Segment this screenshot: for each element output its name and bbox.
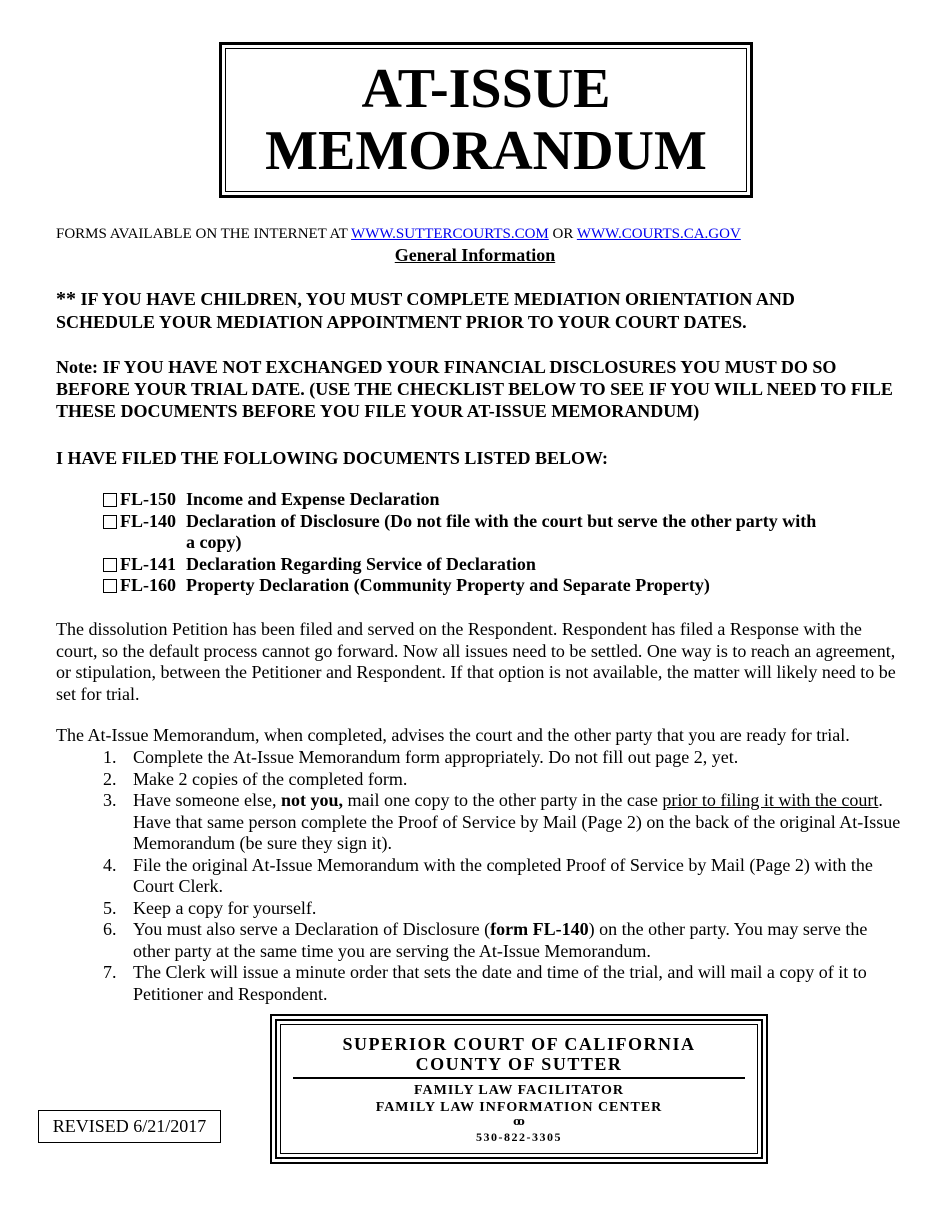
step-text bbox=[133, 790, 903, 855]
title-box bbox=[219, 42, 753, 198]
form-code: FL-160 bbox=[120, 575, 176, 595]
step-6-part-a: You must also serve a Declaration of Disclosure ( bbox=[133, 919, 491, 939]
step-text: File the original At-Issue Memorandum with the completed Proof of Service by Mail (Page 2) with the Court Clerk. bbox=[133, 854, 873, 896]
checkbox[interactable] bbox=[103, 558, 117, 572]
financial-disclosure-note bbox=[56, 356, 906, 422]
checkbox[interactable] bbox=[103, 515, 117, 529]
forms-availability-line bbox=[56, 226, 741, 243]
dissolution-paragraph: The dissolution Petition has been filed and served on the Respondent. Respondent has filed a Response with the court, so the default process cannot go forward. Now all issues need to be settled. One way is to reach an agreement, or stipulation, between the Petitioner and Respondent. If that option is not available, the matter will likely need to be set for trial. bbox=[56, 619, 896, 704]
step-number: 3. bbox=[103, 790, 117, 810]
children-mediation-notice bbox=[56, 288, 896, 334]
checkbox[interactable] bbox=[103, 493, 117, 507]
step-item bbox=[103, 790, 903, 855]
title-line-1: AT-ISSUE bbox=[361, 58, 611, 120]
forms-middle: OR bbox=[548, 226, 577, 242]
form-code: FL-150 bbox=[120, 489, 176, 509]
facilitator-label: FAMILY LAW FACILITATOR bbox=[414, 1083, 624, 1098]
step-number: 7. bbox=[103, 962, 117, 982]
document-checklist bbox=[103, 489, 823, 597]
court-name: SUPERIOR COURT OF CALIFORNIA bbox=[342, 1034, 696, 1054]
form-description: Property Declaration (Community Property and Separate Property) bbox=[186, 575, 710, 595]
suttercourts-link[interactable]: WWW.SUTTERCOURTS.COM bbox=[351, 226, 549, 242]
phone-number: 530-822-3305 bbox=[476, 1130, 562, 1144]
filed-documents-heading: I HAVE FILED THE FOLLOWING DOCUMENTS LISTED BELOW: bbox=[56, 448, 608, 468]
revision-date-box: REVISED 6/21/2017 bbox=[38, 1110, 221, 1143]
instruction-steps bbox=[103, 747, 903, 1005]
step-number: 6. bbox=[103, 919, 117, 939]
step-3-part-a: Have someone else, bbox=[133, 790, 281, 810]
court-info-box bbox=[270, 1014, 768, 1164]
note-label: Note bbox=[56, 357, 92, 377]
note-text: : IF YOU HAVE NOT EXCHANGED YOUR FINANCIAL DISCLOSURES YOU MUST DO SO BEFORE YOUR TRIAL DATE. (USE THE CHECKLIST BELOW TO SEE IF YOU WILL NEED TO FILE THESE DOCUMENTS BEFORE YOU FILE YOUR AT-ISSUE MEMORANDUM) bbox=[56, 357, 893, 421]
step-text: Complete the At-Issue Memorandum form appropriately. Do not fill out page 2, yet. bbox=[133, 747, 739, 767]
county-name: COUNTY OF SUTTER bbox=[415, 1054, 623, 1074]
forms-prefix: FORMS AVAILABLE ON THE INTERNET AT bbox=[56, 226, 352, 242]
step-item bbox=[103, 919, 903, 962]
step-3-part-c: mail one copy to the other party in the case bbox=[342, 790, 663, 810]
courts-ca-gov-link[interactable]: WWW.COURTS.CA.GOV bbox=[576, 226, 741, 242]
step-6-emphasis: form FL-140 bbox=[490, 919, 589, 939]
step-item bbox=[103, 898, 903, 920]
step-text: Make 2 copies of the completed form. bbox=[133, 768, 408, 789]
step-number: 4. bbox=[103, 854, 117, 875]
court-info-frame bbox=[275, 1019, 763, 1159]
title-line-2: MEMORANDUM bbox=[265, 120, 707, 182]
step-item bbox=[103, 747, 903, 769]
step-item bbox=[103, 855, 903, 898]
step-number: 1. bbox=[103, 747, 117, 767]
step-item bbox=[103, 962, 903, 1005]
form-description: Declaration of Disclosure (Do not file with the court but serve the other party with a copy) bbox=[186, 510, 817, 552]
checkbox[interactable] bbox=[103, 579, 117, 593]
step-text: Keep a copy for yourself. bbox=[133, 897, 317, 918]
general-information-heading: General Information bbox=[394, 245, 556, 265]
checklist-item-fl150 bbox=[103, 489, 823, 511]
step-3-emphasis: not you, bbox=[280, 790, 343, 810]
step-number: 2. bbox=[103, 768, 117, 789]
notice-text: IF YOU HAVE CHILDREN, YOU MUST COMPLETE MEDIATION ORIENTATION AND SCHEDULE YOUR MEDIATION APPOINTMENT PRIOR TO YOUR COURT DATES. bbox=[56, 289, 795, 332]
memorandum-intro-paragraph: The At-Issue Memorandum, when completed, advises the court and the other party that you are ready for trial. bbox=[56, 725, 850, 745]
step-text: The Clerk will issue a minute order that sets the date and time of the trial, and will mail a copy of it to Petitioner and Respondent. bbox=[133, 962, 867, 1004]
title-inner-frame bbox=[225, 48, 747, 192]
notice-stars: ** bbox=[56, 288, 76, 310]
ornament-icon: ꝏ bbox=[513, 1116, 525, 1128]
form-code: FL-140 bbox=[120, 510, 176, 531]
step-item bbox=[103, 769, 903, 791]
checklist-item-fl141 bbox=[103, 554, 823, 576]
step-3-part-e: . Have that same person complete the Proof of Service by Mail (Page 2) on the back of the original At-Issue Memorandum (be sure they sign it). bbox=[133, 790, 901, 853]
step-3-underlined: prior to filing it with the court bbox=[662, 790, 879, 810]
checklist-item-fl140 bbox=[103, 511, 823, 554]
info-center-label: FAMILY LAW INFORMATION CENTER bbox=[375, 1100, 663, 1115]
form-description: Income and Expense Declaration bbox=[186, 489, 440, 509]
checklist-item-fl160 bbox=[103, 575, 823, 597]
step-text bbox=[133, 919, 903, 962]
step-6-part-c: ) on the other party. You may serve the other party at the same time you are serving the At-Issue Memorandum. bbox=[133, 919, 868, 961]
divider bbox=[293, 1077, 745, 1079]
form-code: FL-141 bbox=[120, 553, 176, 574]
court-info-content bbox=[280, 1024, 758, 1154]
step-number: 5. bbox=[103, 897, 117, 918]
form-description: Declaration Regarding Service of Declaration bbox=[186, 553, 536, 574]
